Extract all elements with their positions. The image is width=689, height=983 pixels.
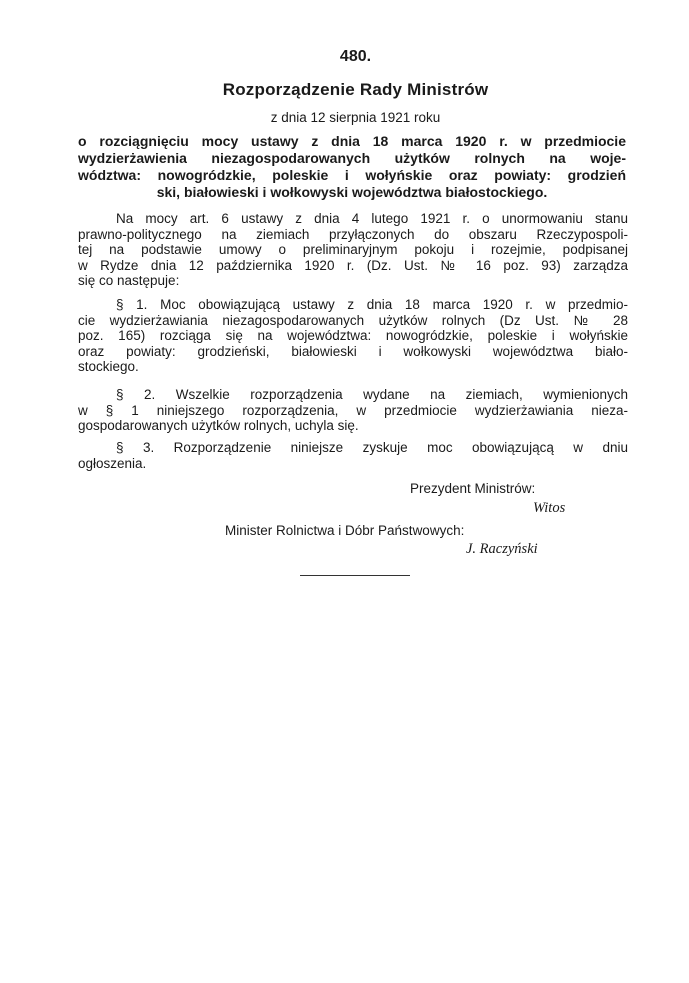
president-signature: Witos [533,500,566,516]
paragraph-line: stockiego. [78,359,139,374]
document-title: Rozporządzenie Rady Ministrów [222,80,489,99]
document-number: 480. [339,48,372,65]
subject-line: ski, białowieski i wołkowyski województwa białostockiego. [156,184,548,200]
document-date: z dnia 12 sierpnia 1921 roku [270,110,441,125]
paragraph-line: w Rydze dnia 12 października 1920 r. (Dz. Ust. № 16 poz. 93) zarządza [78,257,628,273]
paragraph-line: w § 1 niniejszego rozporządzenia, w przedmiocie wydzierżawiania nieza- [78,402,628,418]
paragraph-line: ogłoszenia. [78,455,147,471]
minister-signature: J. Raczyński [466,541,538,557]
subject-line: o rozciągnięciu mocy ustawy z dnia 18 marca 1920 r. w przedmiocie [78,133,626,149]
section-3-paragraph [78,440,628,471]
paragraph-line: § 3. Rozporządzenie niniejsze zyskuje moc obowiązującą w dniu [116,440,628,455]
paragraph-line: prawno-politycznego na ziemiach przyłączonych do obszaru Rzeczypospoli- [78,226,628,242]
paragraph-line: gospodarowanych użytków rolnych, uchyla się. [78,418,359,433]
paragraph-line: się co następuje: [78,273,180,288]
paragraph-line: Na mocy art. 6 ustawy z dnia 4 lutego 1921 r. o unormowaniu stanu [116,211,628,226]
section-2-paragraph [78,387,628,434]
section-1-paragraph [78,297,628,375]
paragraph-line: oraz powiaty: grodzieński, białowieski i wołkowyski województwa biało- [78,343,628,359]
paragraph-line: poz. 165) rozciąga się na województwa: nowogródzkie, poleskie i wołyńskie [78,328,628,343]
minister-title: Minister Rolnictwa i Dóbr Państwowych: [225,523,465,538]
document-subject [78,133,626,201]
paragraph-line: § 2. Wszelkie rozporządzenia wydane na ziemiach, wymienionych [116,387,628,402]
president-title: Prezydent Ministrów: [410,481,536,496]
preamble-paragraph [78,211,628,289]
paragraph-line: cie wydzierżawiania niezagospodarowanych użytków rolnych (Dz Ust. № 28 [78,312,628,328]
paragraph-line: § 1. Moc obowiązującą ustawy z dnia 18 marca 1920 r. w przedmio- [116,297,628,312]
paragraph-line: tej na podstawie umowy o preliminaryjnym pokoju i rozejmie, podpisanej [78,242,628,257]
subject-line: wydzierżawienia niezagospodarowanych użytków rolnych na woje- [78,150,626,166]
subject-line: wództwa: nowogródzkie, poleskie i wołyńskie oraz powiaty: grodzień [78,167,626,183]
end-divider [300,575,410,576]
